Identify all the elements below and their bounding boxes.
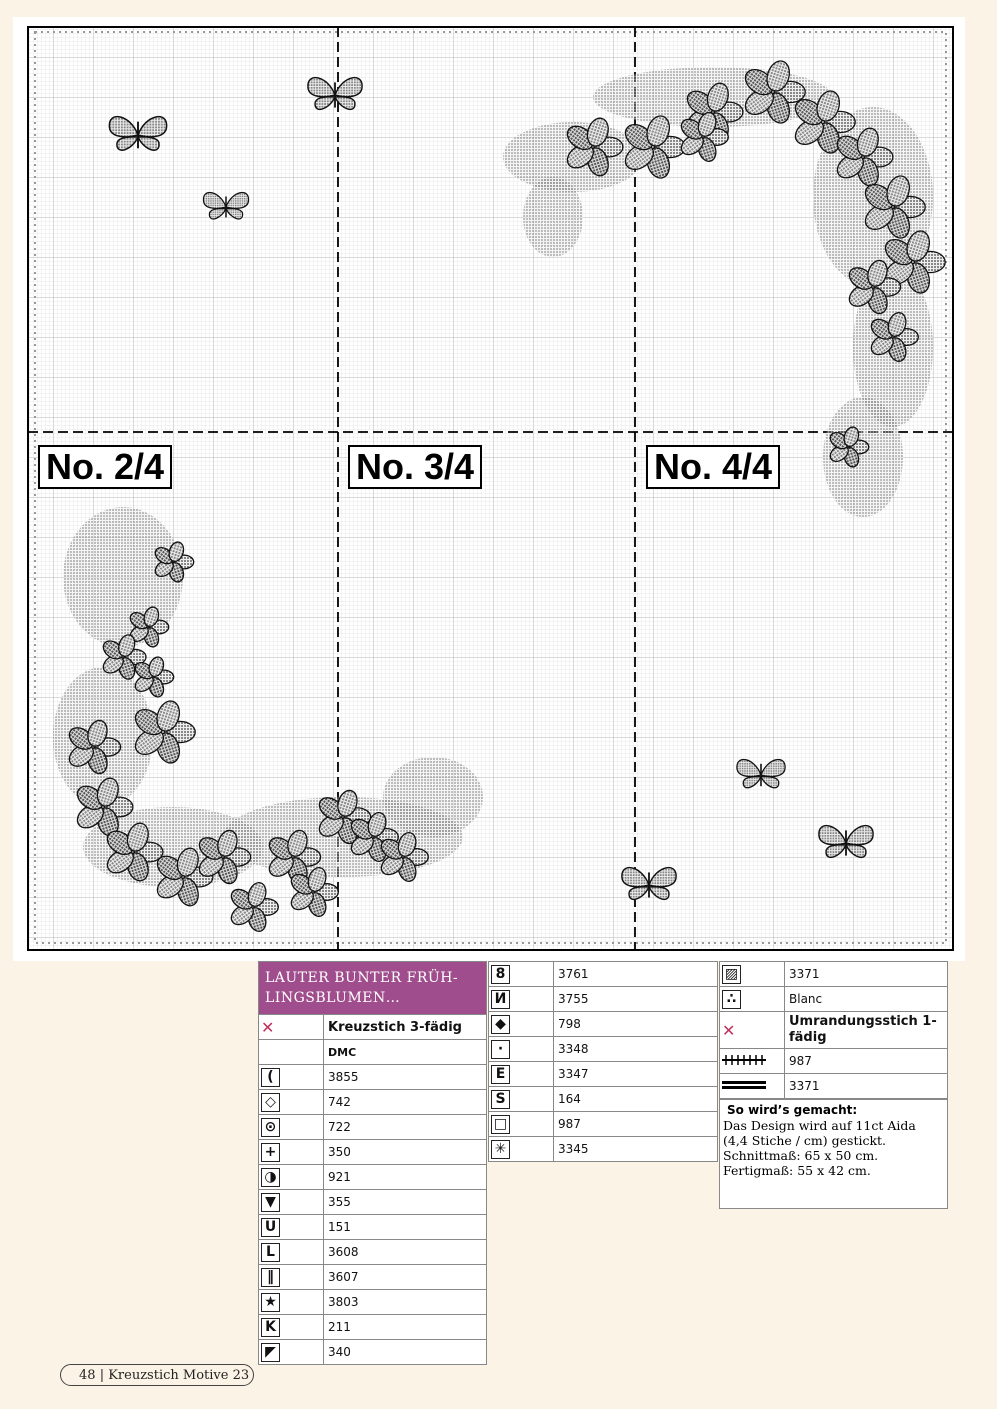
key-col3-row [720, 962, 948, 987]
key-col2-row [489, 1137, 718, 1162]
key-col1-row [259, 1240, 487, 1265]
letter-u-icon: U [261, 1218, 280, 1237]
key-col1-code: 350 [324, 1140, 487, 1165]
key-col1-row [259, 1340, 487, 1365]
key-col2-code: 3348 [554, 1037, 718, 1062]
instructions-text: Das Design wird auf 11ct Aida (4,4 Stiche / cm) gestickt. Schnittmaß: 65 x 50 cm. Fertigmaß: 55 x 42 cm. [723, 1118, 916, 1178]
key-col2-row [489, 1112, 718, 1137]
half-circle-icon: ◑ [261, 1168, 280, 1187]
key-col1-code: 3803 [324, 1290, 487, 1315]
key-col2-code: 3761 [554, 962, 718, 987]
page-number: 48 [79, 1368, 96, 1383]
key-col1-row [259, 1315, 487, 1340]
key-col1-code: 151 [324, 1215, 487, 1240]
key-col1-row [259, 1065, 487, 1090]
plus-icon: + [261, 1143, 280, 1162]
instructions-box [719, 1099, 948, 1209]
key-col1-code: 3608 [324, 1240, 487, 1265]
stitch-label: Kreuzstich 3-fädig [324, 1015, 487, 1040]
key-col1-code: 211 [324, 1315, 487, 1340]
three-dots-icon: ∴ [722, 990, 741, 1009]
dot-circle-icon: ⊙ [261, 1118, 280, 1137]
key-title: LAUTER BUNTER FRÜH-LINGSBLUMEN… [259, 962, 487, 1015]
key-col1-code: 921 [324, 1165, 487, 1190]
brand-label: DMC [324, 1040, 487, 1065]
key-col2-row [489, 1087, 718, 1112]
key-col2-row [489, 987, 718, 1012]
footer-divider: | [99, 1368, 109, 1383]
key-col1-row [259, 1140, 487, 1165]
crescent-icon: ( [261, 1068, 280, 1087]
asterisk-icon: ✳ [491, 1140, 510, 1159]
key-col3-code: Blanc [785, 987, 948, 1012]
key-col1-code: 742 [324, 1090, 487, 1115]
dot-line-icon: · [491, 1040, 510, 1059]
key-col1-row [259, 1190, 487, 1215]
key-col1-row [259, 1215, 487, 1240]
foliage-motif [383, 757, 483, 837]
panel-label-2-4: No. 2/4 [38, 445, 172, 489]
digit-eight-icon: 8 [491, 965, 510, 984]
chart-grid [13, 17, 965, 961]
outline-code-1: 987 [785, 1049, 948, 1074]
backstitch-ticks-icon [722, 1053, 766, 1067]
panel-label-3-4: No. 3/4 [348, 445, 482, 489]
key-col2-code: 798 [554, 1012, 718, 1037]
color-key-column-1 [258, 961, 487, 1365]
color-key-column-3 [719, 961, 948, 1099]
key-col1-code: 722 [324, 1115, 487, 1140]
key-col2-row [489, 1012, 718, 1037]
outline-code-2: 3371 [785, 1074, 948, 1099]
letter-s-icon: S [491, 1090, 510, 1109]
key-col1-row [259, 1165, 487, 1190]
diamond-filled-icon: ◆ [491, 1015, 510, 1034]
key-col1-code: 3855 [324, 1065, 487, 1090]
key-col2-code: 3755 [554, 987, 718, 1012]
instructions-heading: So wird’s gemacht: [727, 1103, 858, 1117]
cross-stitch-chart [13, 17, 965, 961]
double-bar-icon: ‖ [261, 1268, 280, 1287]
letter-k-icon: K [261, 1318, 280, 1337]
key-col2-row [489, 962, 718, 987]
corner-dot-icon: L [261, 1243, 280, 1262]
key-col2-code: 987 [554, 1112, 718, 1137]
key-col3-code: 3371 [785, 962, 948, 987]
star-icon: ★ [261, 1293, 280, 1312]
key-col1-row [259, 1265, 487, 1290]
magazine-title: Kreuzstich Motive 23 [108, 1368, 250, 1383]
key-col2-row [489, 1062, 718, 1087]
key-col1-row [259, 1290, 487, 1315]
color-key-column-2 [488, 961, 718, 1162]
letter-n-reversed-icon: И [491, 990, 510, 1009]
hatched-icon: ▨ [722, 965, 741, 984]
outline-stitch-label: Umrandungsstich 1-fädig [785, 1012, 948, 1049]
outline-stitch-icon: ✕ [722, 1020, 736, 1040]
key-col2-code: 3347 [554, 1062, 718, 1087]
key-col1-code: 3607 [324, 1265, 487, 1290]
key-col1-code: 355 [324, 1190, 487, 1215]
key-col1-row [259, 1115, 487, 1140]
key-col1-code: 340 [324, 1340, 487, 1365]
backstitch-double-line-icon [722, 1078, 766, 1092]
key-col2-code: 164 [554, 1087, 718, 1112]
cross-stitch-icon: ✕ [261, 1017, 275, 1037]
key-col1-row [259, 1090, 487, 1115]
letter-e-icon: E [491, 1065, 510, 1084]
panel-label-4-4: No. 4/4 [646, 445, 780, 489]
key-col2-row [489, 1037, 718, 1062]
triangle-down-icon: ▼ [261, 1193, 280, 1212]
key-col3-row [720, 987, 948, 1012]
foliage-motif [523, 177, 583, 257]
small-square-icon: □ [491, 1115, 510, 1134]
page-footer [60, 1364, 254, 1386]
key-col2-code: 3345 [554, 1137, 718, 1162]
corner-flag-icon: ◤ [261, 1343, 280, 1362]
diamond-outline-icon: ◇ [261, 1093, 280, 1112]
